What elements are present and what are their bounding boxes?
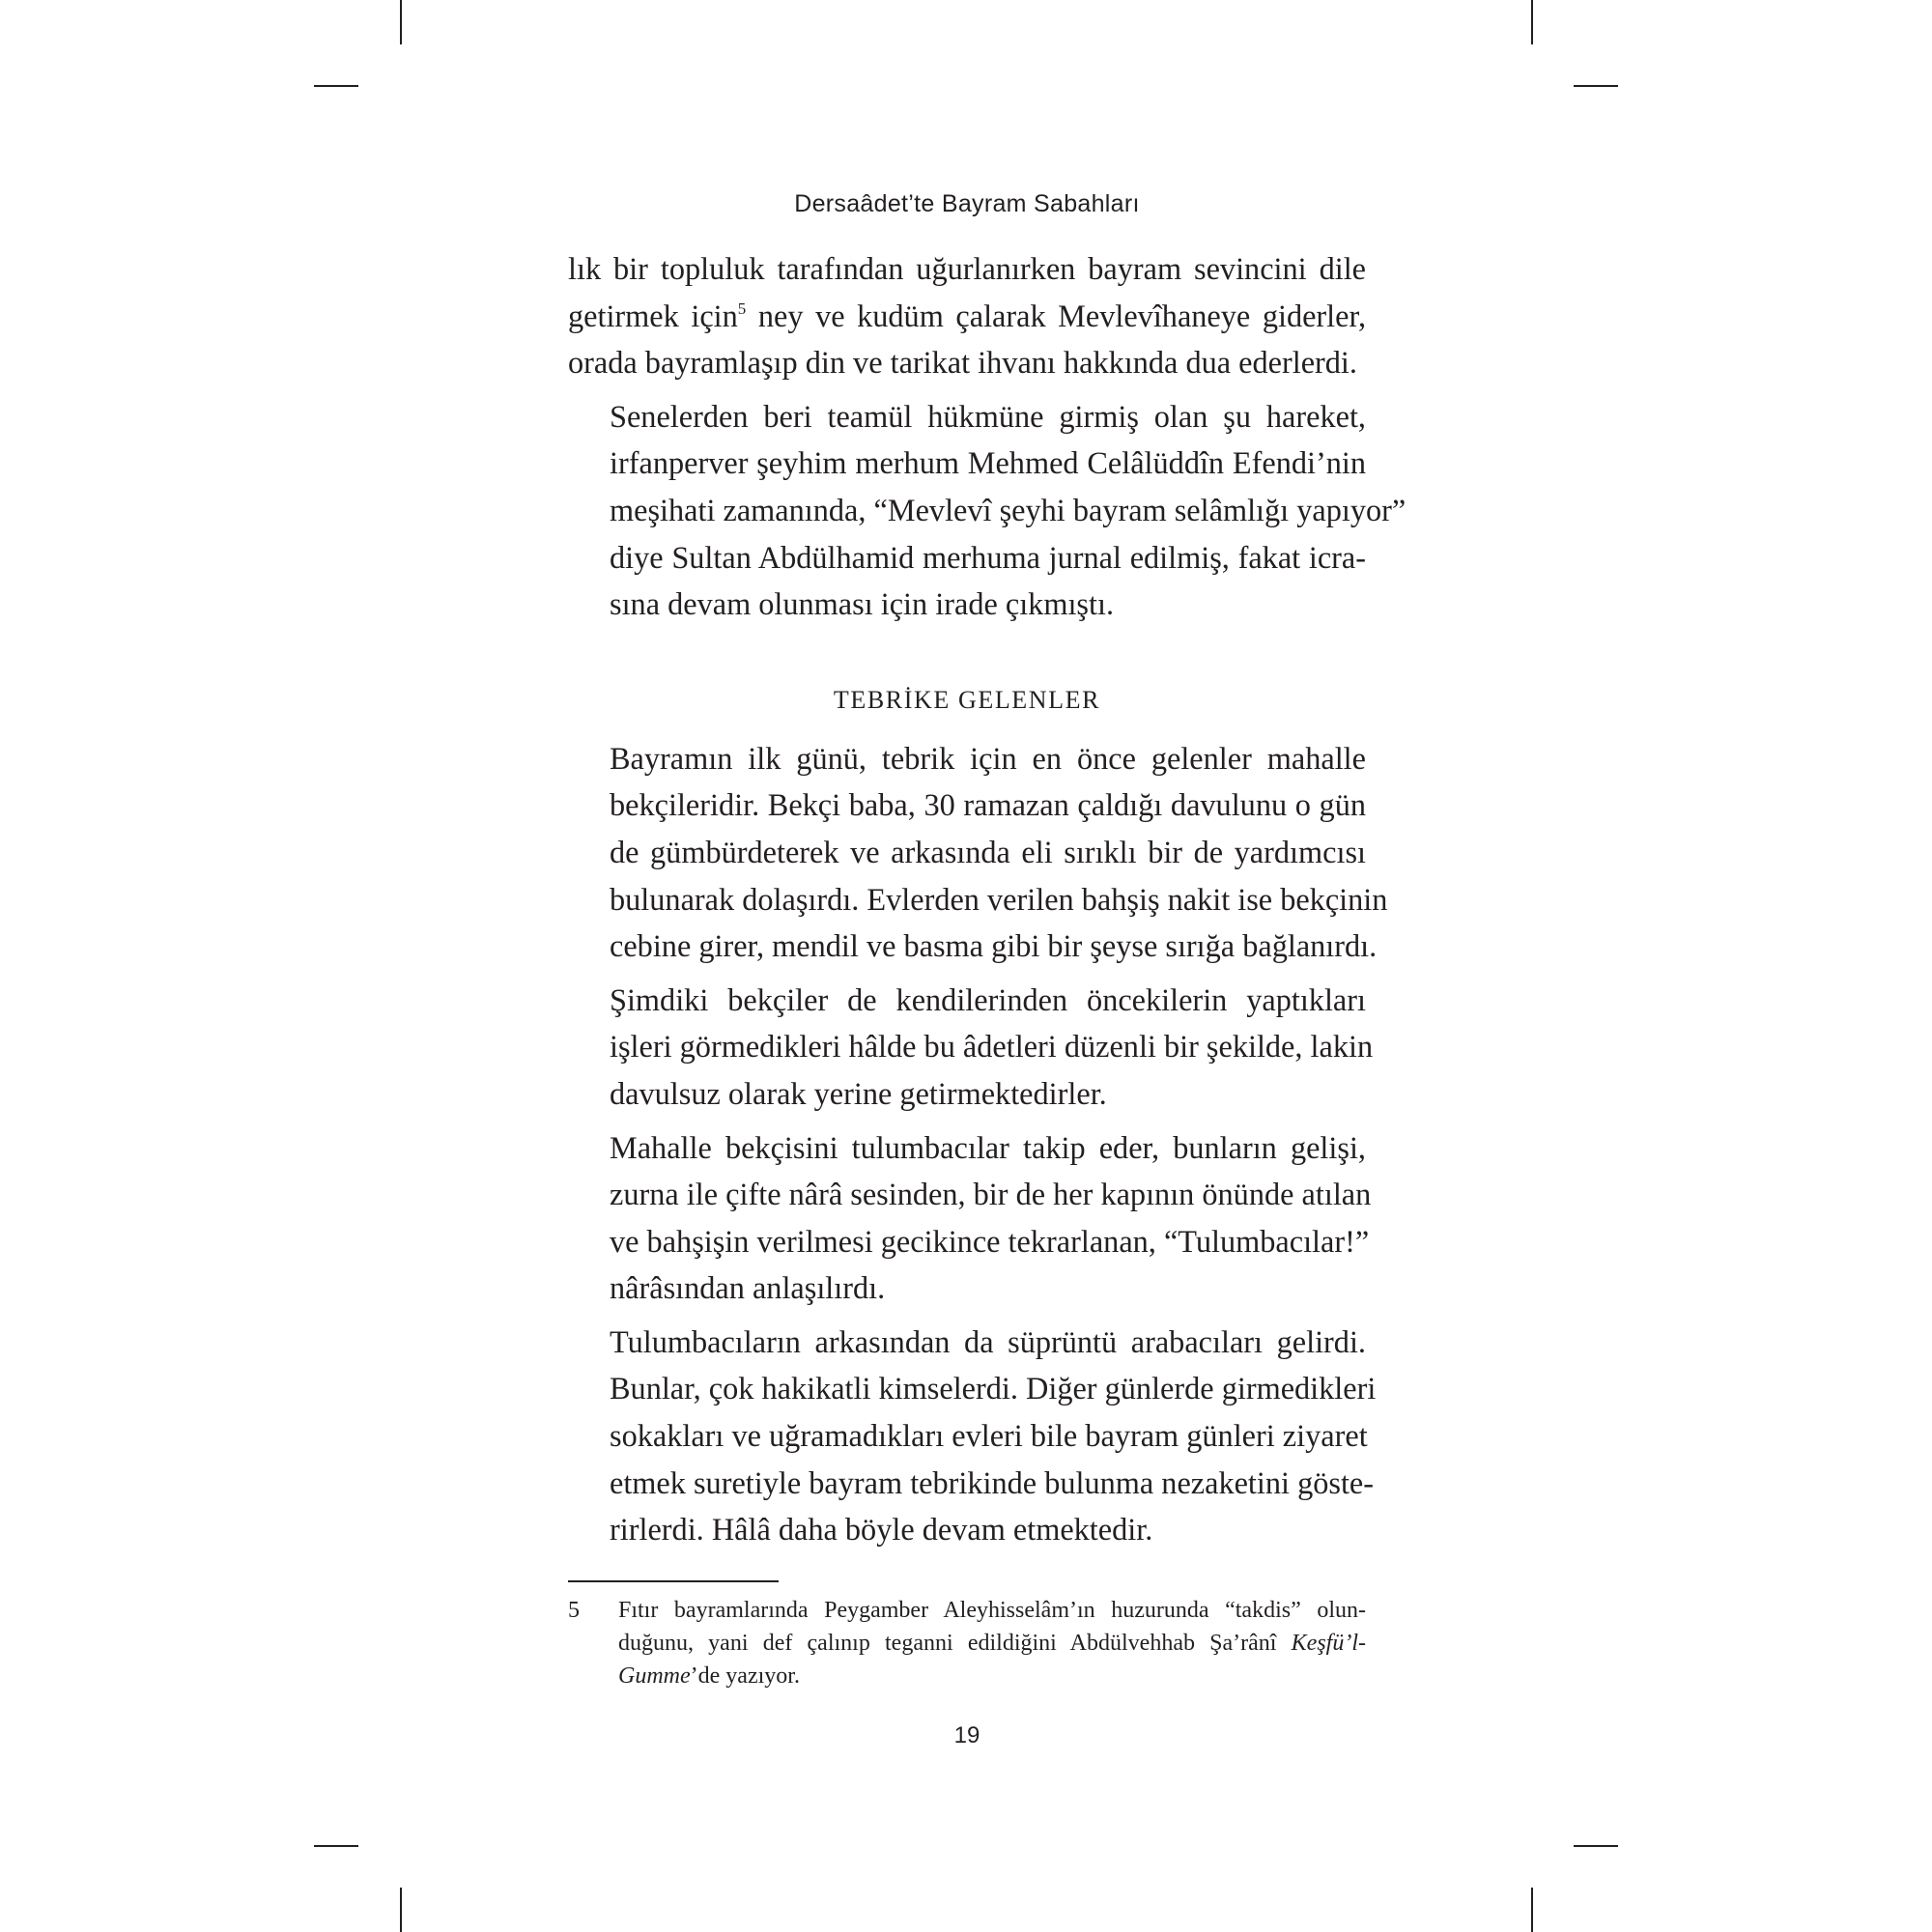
paragraph-line: işleri görmedikleri hâlde bu âdetleri düzenli bir şekilde, lakin [610,1029,1374,1065]
paragraph-line: orada bayramlaşıp din ve tarikat ihvanı hakkında dua ederlerdi. [568,345,1357,381]
footnote-text [618,1594,1366,1692]
footnote-line [618,1660,1366,1692]
footnote-reference[interactable]: 5 [737,298,747,318]
paragraph-1 [568,245,1366,386]
paragraph-line: sına devam olunması için irade çıkmıştı. [610,586,1115,622]
footnote-book-title: Keşfü’l- [1291,1631,1366,1656]
page-number: 19 [953,1722,980,1748]
paragraph-line: irfanperver şeyhim merhum Mehmed Celâlüddîn Efendi’nin [610,445,1366,481]
paragraph-line: meşihati zamanında, “Mevlevî şeyhi bayram selâmlığı yapıyor” [610,492,1406,527]
crop-mark-top-left [400,0,402,44]
paragraph-6 [568,1319,1377,1553]
crop-mark-left-bottom [314,1845,358,1847]
crop-mark-right-bottom [1574,1845,1618,1847]
paragraph-line: cebine girer, mendil ve basma gibi bir şeyse sırığa bağlanırdı. [610,928,1378,964]
crop-mark-top-right [1531,0,1533,44]
paragraph-3 [568,735,1388,970]
footnote-line-part: duğunu, yani def çalınıp teganni edildiğini Abdülvehhab Şa’rânî [618,1631,1292,1656]
paragraph-line: Bayramın ilk günü, tebrik için en önce gelenler mahalle [610,740,1366,776]
body-text [568,245,1406,1553]
crop-mark-bottom-left [400,1888,402,1932]
paragraph-line: ve bahşişin verilmesi gecikince tekrarlanan, “Tulumbacılar!” [610,1223,1370,1259]
paragraph-line: Senelerden beri teamül hükmüne girmiş olan şu hareket, [610,398,1366,434]
footnote-book-title: Gumme [618,1663,691,1689]
paragraph-line: etmek suretiyle bayram tebrikinde bulunma nezaketini göste- [610,1464,1375,1500]
paragraph-line: lık bir topluluk tarafından uğurlanırken bayram sevincini dile [568,251,1366,286]
section-title: TEBRİKE GELENLER [833,685,1101,714]
paragraph-line-with-footnote [568,293,1366,340]
paragraph-5 [568,1124,1372,1312]
paragraph-line: nârâsından anlaşılırdı. [610,1270,886,1306]
footnote-divider [568,1580,779,1582]
footnote-line-part: ’de yazıyor. [690,1663,800,1689]
paragraph-line-part: ney ve kudüm çalarak Mevlevîhaneye giderler, [757,298,1367,333]
paragraph-line: de gümbürdeterek ve arkasında eli sırıklı bir de yardımcısı [610,834,1366,869]
paragraph-line-part: getirmek için [568,298,738,333]
paragraph-2 [568,393,1406,628]
footnote-line [618,1627,1366,1660]
paragraph-line: bulunarak dolaşırdı. Evlerden verilen bahşiş nakit ise bekçinin [610,881,1388,917]
paragraph-line: Mahalle bekçisini tulumbacılar takip eder, bunların gelişi, [610,1129,1366,1165]
footnote-line: Fıtır bayramlarında Peygamber Aleyhisselâm’ın huzurunda “takdis” olun- [618,1598,1366,1623]
paragraph-line: diye Sultan Abdülhamid merhuma jurnal edilmiş, fakat icra- [610,539,1366,575]
running-head: Dersaâdet’te Bayram Sabahları [794,190,1140,217]
paragraph-line: bekçileridir. Bekçi baba, 30 ramazan çaldığı davulunu o gün [610,787,1366,823]
paragraph-line: sokakları ve uğramadıkları evleri bile bayram günleri ziyaret [610,1418,1368,1454]
crop-mark-left-top [314,85,358,87]
paragraph-line: rirlerdi. Hâlâ daha böyle devam etmektedir. [610,1512,1153,1548]
paragraph-line: Tulumbacıların arkasından da süprüntü arabacıları gelirdi. [610,1323,1366,1359]
paragraph-line: davulsuz olarak yerine getirmektedirler. [610,1075,1107,1111]
crop-mark-right-top [1574,85,1618,87]
paragraph-4 [568,977,1374,1118]
footnote-number: 5 [568,1598,580,1623]
footnote [568,1594,1366,1692]
paragraph-line: zurna ile çifte nârâ sesinden, bir de her kapının önünde atılan [610,1177,1372,1212]
paragraph-line: Bunlar, çok hakikatli kimselerdi. Diğer günlerde girmedikleri [610,1371,1377,1406]
paragraph-line: Şimdiki bekçiler de kendilerinden öncekilerin yaptıkları [610,981,1366,1017]
crop-mark-bottom-right [1531,1888,1533,1932]
